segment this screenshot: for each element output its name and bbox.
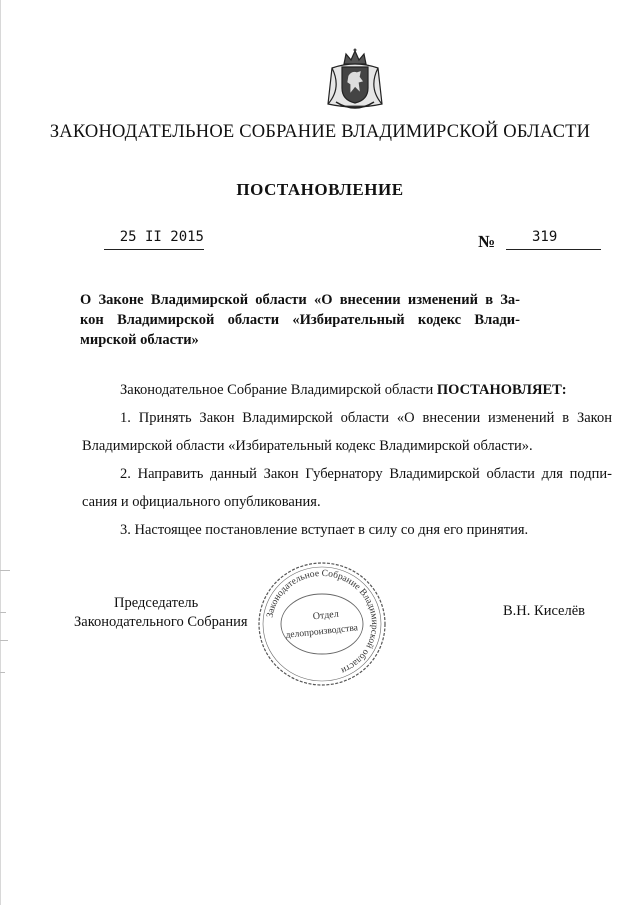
document-body bbox=[82, 376, 612, 544]
scan-edge-mark bbox=[0, 570, 10, 571]
subject-line: кон Владимирской области «Избирательный кодекс Влади- bbox=[80, 312, 520, 328]
position-line: Законодательного Собрания bbox=[74, 614, 248, 630]
stamp-ring-text: Законодательное Собрание Владимирской области bbox=[265, 568, 380, 676]
item-1-line: 1. Принять Закон Владимирской области «О внесении изменений в Закон bbox=[120, 410, 612, 426]
signatory-name: В.Н. Киселёв bbox=[503, 603, 586, 619]
document-number-field bbox=[506, 229, 601, 250]
stamp-center-line: Отдел bbox=[312, 608, 340, 623]
document-subject bbox=[80, 290, 520, 350]
signatory-position bbox=[74, 594, 248, 632]
document-date: 25 II 2015 bbox=[104, 229, 204, 250]
number-sign: № bbox=[478, 232, 496, 251]
office-stamp bbox=[256, 560, 388, 688]
item-2-line: сания и официального опубликования. bbox=[82, 494, 321, 510]
item-3: 3. Настоящее постановление вступает в силу со дня его принятия. bbox=[120, 522, 529, 538]
preamble-decree: ПОСТАНОВЛЯЕТ: bbox=[436, 382, 567, 398]
preamble-text: Законодательное Собрание Владимирской области bbox=[120, 382, 434, 398]
position-line: Председатель bbox=[114, 595, 199, 611]
coat-of-arms-icon bbox=[322, 48, 388, 112]
document-type: ПОСТАНОВЛЕНИЕ bbox=[236, 180, 404, 199]
scan-edge-mark bbox=[0, 640, 8, 641]
scan-edge-mark bbox=[0, 672, 5, 673]
organization-title: ЗАКОНОДАТЕЛЬНОЕ СОБРАНИЕ ВЛАДИМИРСКОЙ ОБЛАСТИ bbox=[49, 122, 591, 142]
item-2-line: 2. Направить данный Закон Губернатору Владимирской области для подпи- bbox=[120, 466, 612, 482]
item-1-line: Владимирской области «Избирательный кодекс Владимирской области». bbox=[82, 438, 533, 454]
preamble bbox=[82, 376, 612, 404]
document-number: 319 bbox=[532, 229, 558, 245]
stamp-center-line: делопроизводства bbox=[285, 623, 359, 641]
scan-edge-mark bbox=[0, 612, 6, 613]
subject-line: мирской области» bbox=[80, 332, 199, 348]
subject-line: О Законе Владимирской области «О внесении изменений в За- bbox=[80, 292, 520, 308]
